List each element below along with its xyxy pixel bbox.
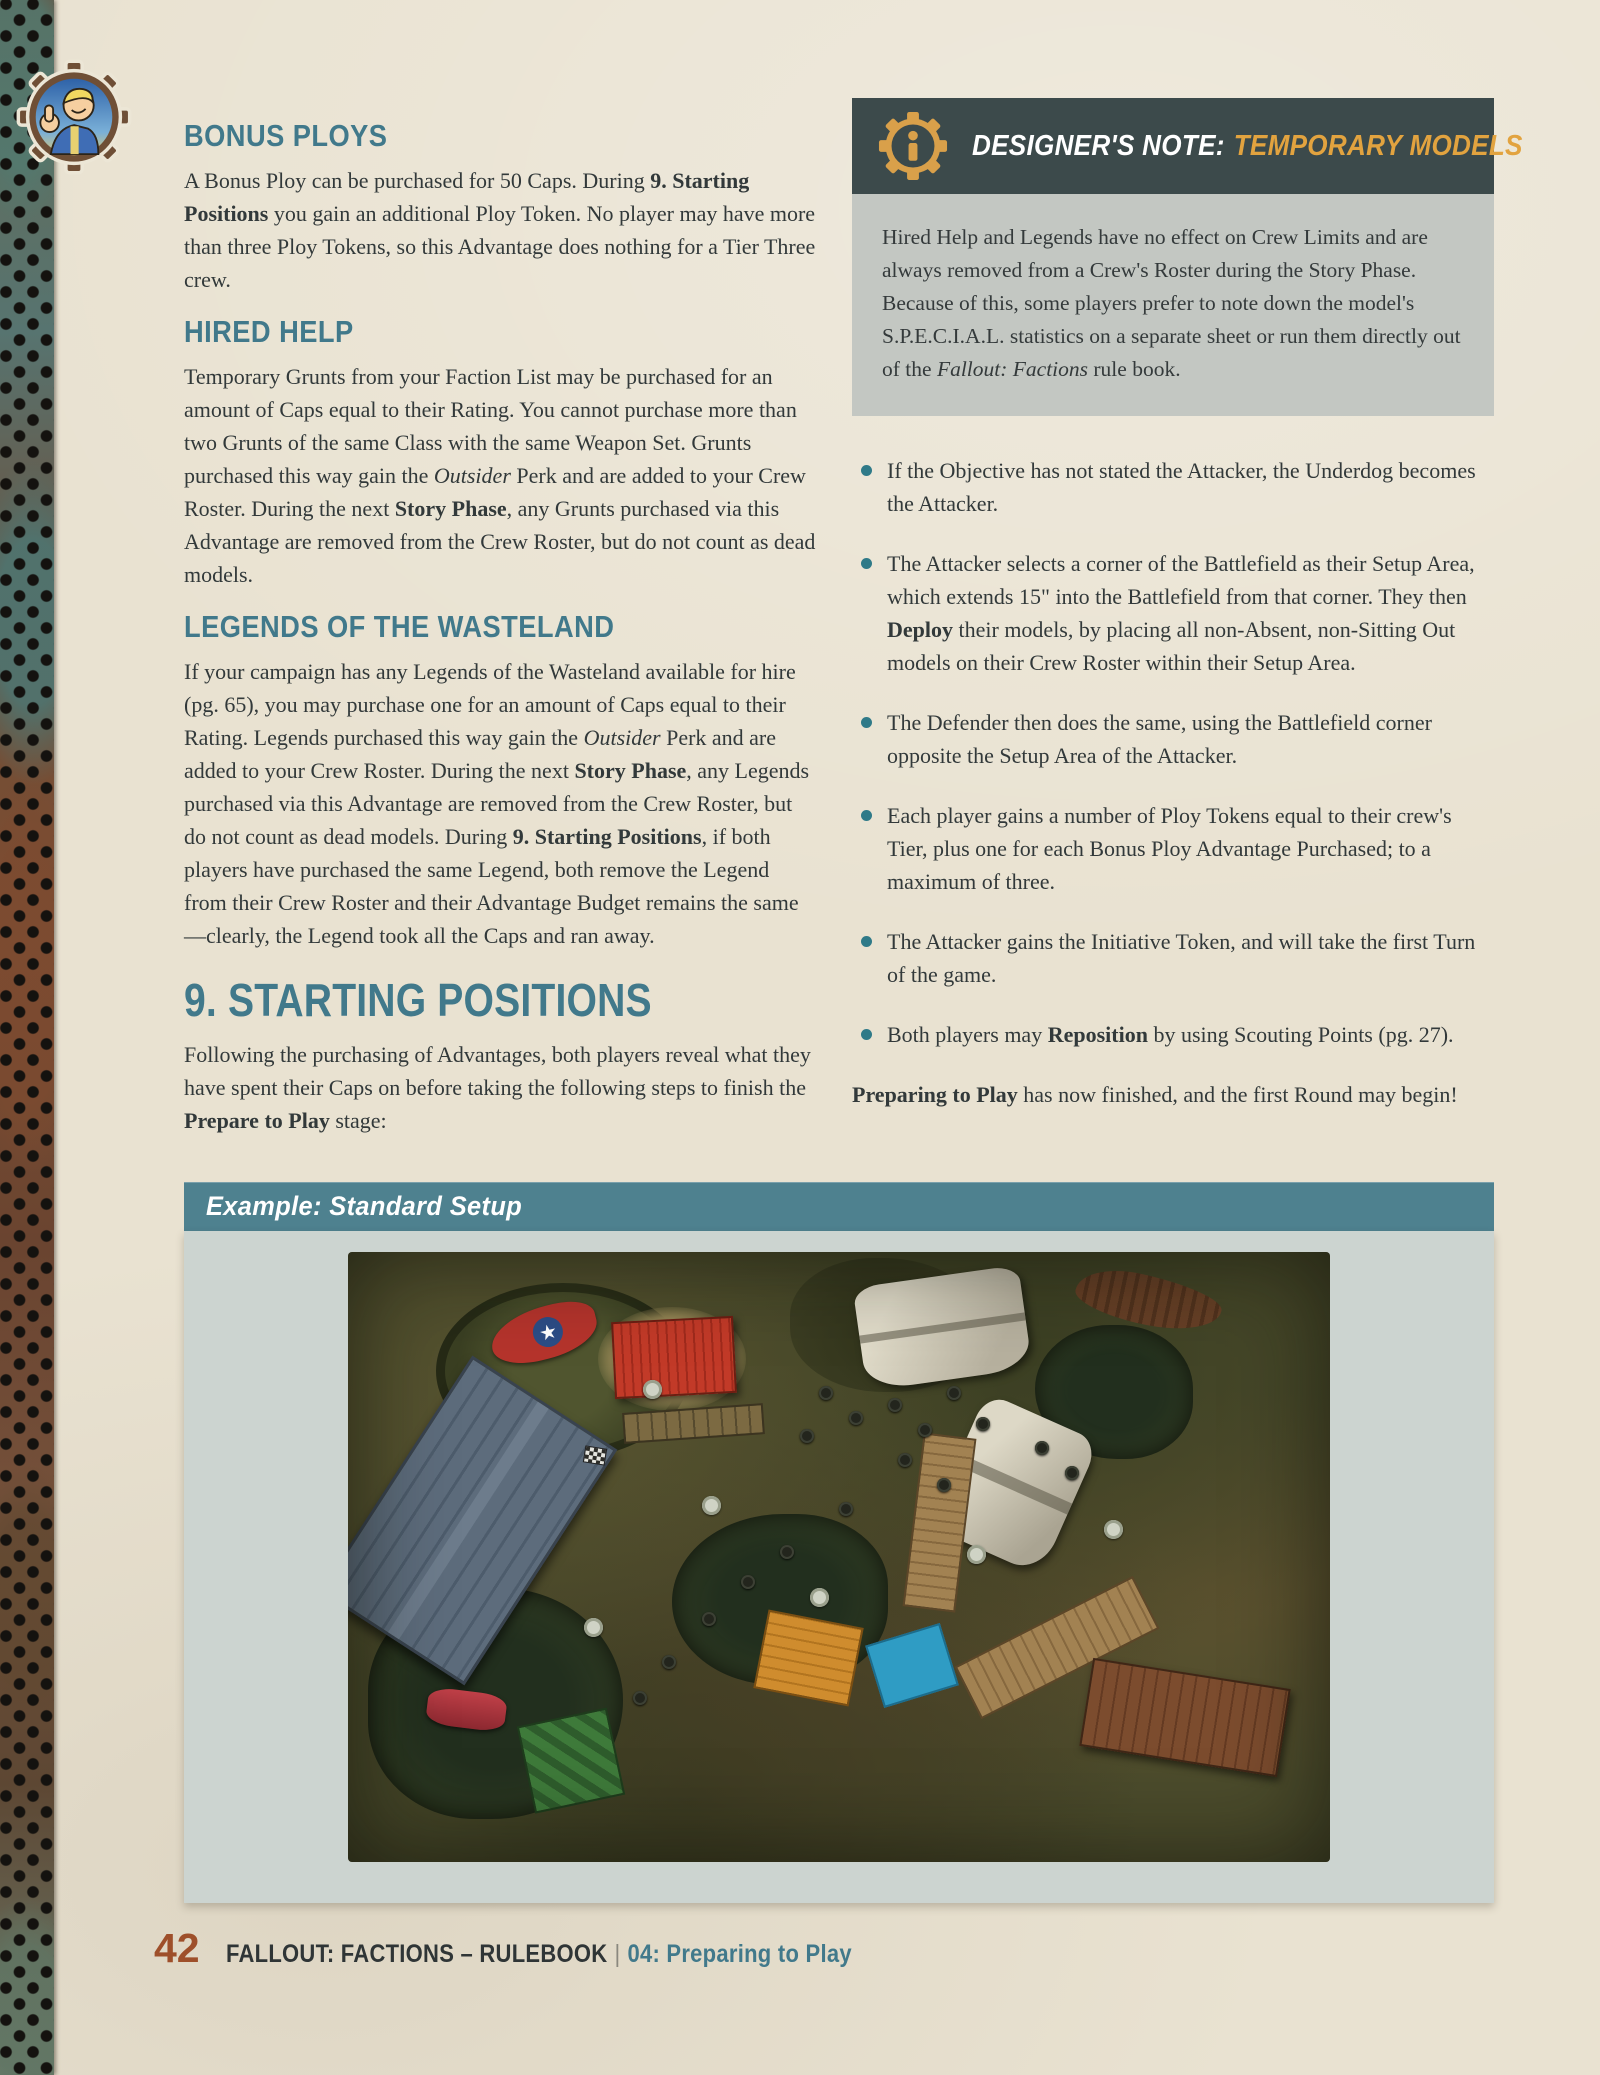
photo-miniature xyxy=(662,1655,676,1669)
footer-book-title: FALLOUT: FACTIONS – RULEBOOK xyxy=(225,1940,608,1968)
page-number: 42 xyxy=(154,1925,200,1971)
photo-miniature xyxy=(780,1545,794,1559)
photo-green-crate xyxy=(516,1707,625,1814)
section-heading-starting-positions: 9. STARTING POSITIONS xyxy=(184,974,652,1026)
designers-note-topic: TEMPORARY MODELS xyxy=(1233,129,1523,162)
photo-objective-token xyxy=(810,1588,829,1607)
photo-miniature xyxy=(918,1423,932,1437)
example-setup-photo xyxy=(348,1252,1330,1862)
photo-miniature xyxy=(819,1386,833,1400)
photo-red-roof-building xyxy=(611,1316,737,1399)
setup-steps-list xyxy=(852,454,1494,1051)
photo-star-roundel: ★ xyxy=(530,1314,566,1350)
photo-miniature xyxy=(888,1398,902,1412)
setup-step: If the Objective has not stated the Attacker, the Underdog becomes the Attacker. xyxy=(852,454,1494,520)
setup-step: Each player gains a number of Ploy Tokens equal to their crew's Tier, plus one for each Bonus Ploy Advantage Purchased; to a maximum of three. xyxy=(852,799,1494,898)
photo-objective-token xyxy=(584,1618,603,1637)
section-paragraph: Following the purchasing of Advantages, both players reveal what they have spent their Caps on before taking the following steps to finish the Prepare to Play stage: xyxy=(184,1042,811,1133)
photo-objective-token xyxy=(702,1496,721,1515)
example-header-bar xyxy=(184,1182,1494,1231)
photo-miniature xyxy=(702,1612,716,1626)
photo-objective-token xyxy=(967,1545,986,1564)
photo-miniature xyxy=(839,1502,853,1516)
photo-miniature xyxy=(1065,1466,1079,1480)
designers-note-title xyxy=(972,130,1523,163)
footer-text xyxy=(226,1942,852,1967)
page-footer xyxy=(154,1925,937,1971)
setup-step: The Attacker gains the Initiative Token, and will take the first Turn of the game. xyxy=(852,925,1494,991)
photo-miniature xyxy=(741,1575,755,1589)
section-heading-hired-help: HIRED HELP xyxy=(184,314,354,349)
photo-miniature xyxy=(947,1386,961,1400)
photo-orange-pallet xyxy=(754,1609,865,1706)
section-paragraph: Temporary Grunts from your Faction List may be purchased for an amount of Caps equal to their Rating. You cannot purchase more than two Grunts of the same Class with the same Weapon Set. Grunts purchased this way gain the Outsider Perk and are added to your Crew Roster. During the next Story Phase, any Grunts purchased via this Advantage are removed from the Crew Roster, but do not count as dead models. xyxy=(184,364,816,587)
setup-step: Both players may Reposition by using Scouting Points (pg. 27). xyxy=(852,1018,1494,1051)
photo-miniature xyxy=(937,1478,951,1492)
footer-chapter: 04: Preparing to Play xyxy=(627,1940,852,1968)
page-edge-decoration xyxy=(0,0,54,2075)
designers-note-header xyxy=(852,98,1523,194)
section-paragraph: A Bonus Ploy can be purchased for 50 Caps. During 9. Starting Positions you gain an additional Ploy Token. No player may have more than three Ploy Tokens, so this Advantage does nothing for a Tier Three crew. xyxy=(184,168,816,292)
example-panel xyxy=(184,1231,1494,1903)
designers-note-label: DESIGNER'S NOTE: xyxy=(972,129,1225,162)
photo-tent xyxy=(852,1265,1032,1391)
vault-boy-gear-icon xyxy=(16,56,132,178)
setup-step: The Attacker selects a corner of the Battlefield as their Setup Area, which extends 15" into the Battlefield from that corner. They then Deploy their models, by placing all non-Absent, non-Sitting Out models on their Crew Roster within their Setup Area. xyxy=(852,547,1494,679)
designers-note-body: Hired Help and Legends have no effect on Crew Limits and are always removed from a Crew's Roster during the Story Phase. Because of this, some players prefer to note down the model's S.P.E.C.I.A.L. statistics on a separate sheet or run them directly out of the Fallout: Factions rule book. xyxy=(852,194,1494,416)
photo-objective-token xyxy=(1104,1520,1123,1539)
section-paragraph: If your campaign has any Legends of the Wasteland available for hire (pg. 65), you may purchase one for an amount of Caps equal to their Rating. Legends purchased this way gain the Outsider Perk and are added to your Crew Roster. During the next Story Phase, any Legends purchased via this Advantage are removed from the Crew Roster, but do not count as dead models. During 9. Starting Positions, if both players have purchased the same Legend, both remove the Legend from their Crew Roster and their Advantage Budget remains the same—clearly, the Legend took all the Caps and ran away. xyxy=(184,659,810,948)
photo-miniature xyxy=(633,1691,647,1705)
example-section xyxy=(184,1182,1494,1903)
example-title: Example: Standard Setup xyxy=(206,1191,523,1221)
photo-wooden-walkway xyxy=(902,1432,976,1612)
photo-checker-table xyxy=(582,1446,606,1466)
photo-miniature xyxy=(849,1411,863,1425)
section-heading-legends: LEGENDS OF THE WASTELAND xyxy=(184,609,615,644)
closing-paragraph: Preparing to Play has now finished, and the first Round may begin! xyxy=(852,1082,1458,1107)
main-text-column xyxy=(184,118,816,1139)
footer-separator: | xyxy=(614,1940,621,1968)
info-gear-icon xyxy=(876,109,950,183)
photo-miniature xyxy=(898,1453,912,1467)
sidebar-column xyxy=(852,98,1523,1113)
photo-objective-token xyxy=(643,1380,662,1399)
setup-step: The Defender then does the same, using the Battlefield corner opposite the Setup Area of the Attacker. xyxy=(852,706,1494,772)
photo-rusty-container xyxy=(1079,1658,1291,1778)
photo-miniature xyxy=(800,1429,814,1443)
section-heading-bonus-ploys: BONUS PLOYS xyxy=(184,118,388,153)
